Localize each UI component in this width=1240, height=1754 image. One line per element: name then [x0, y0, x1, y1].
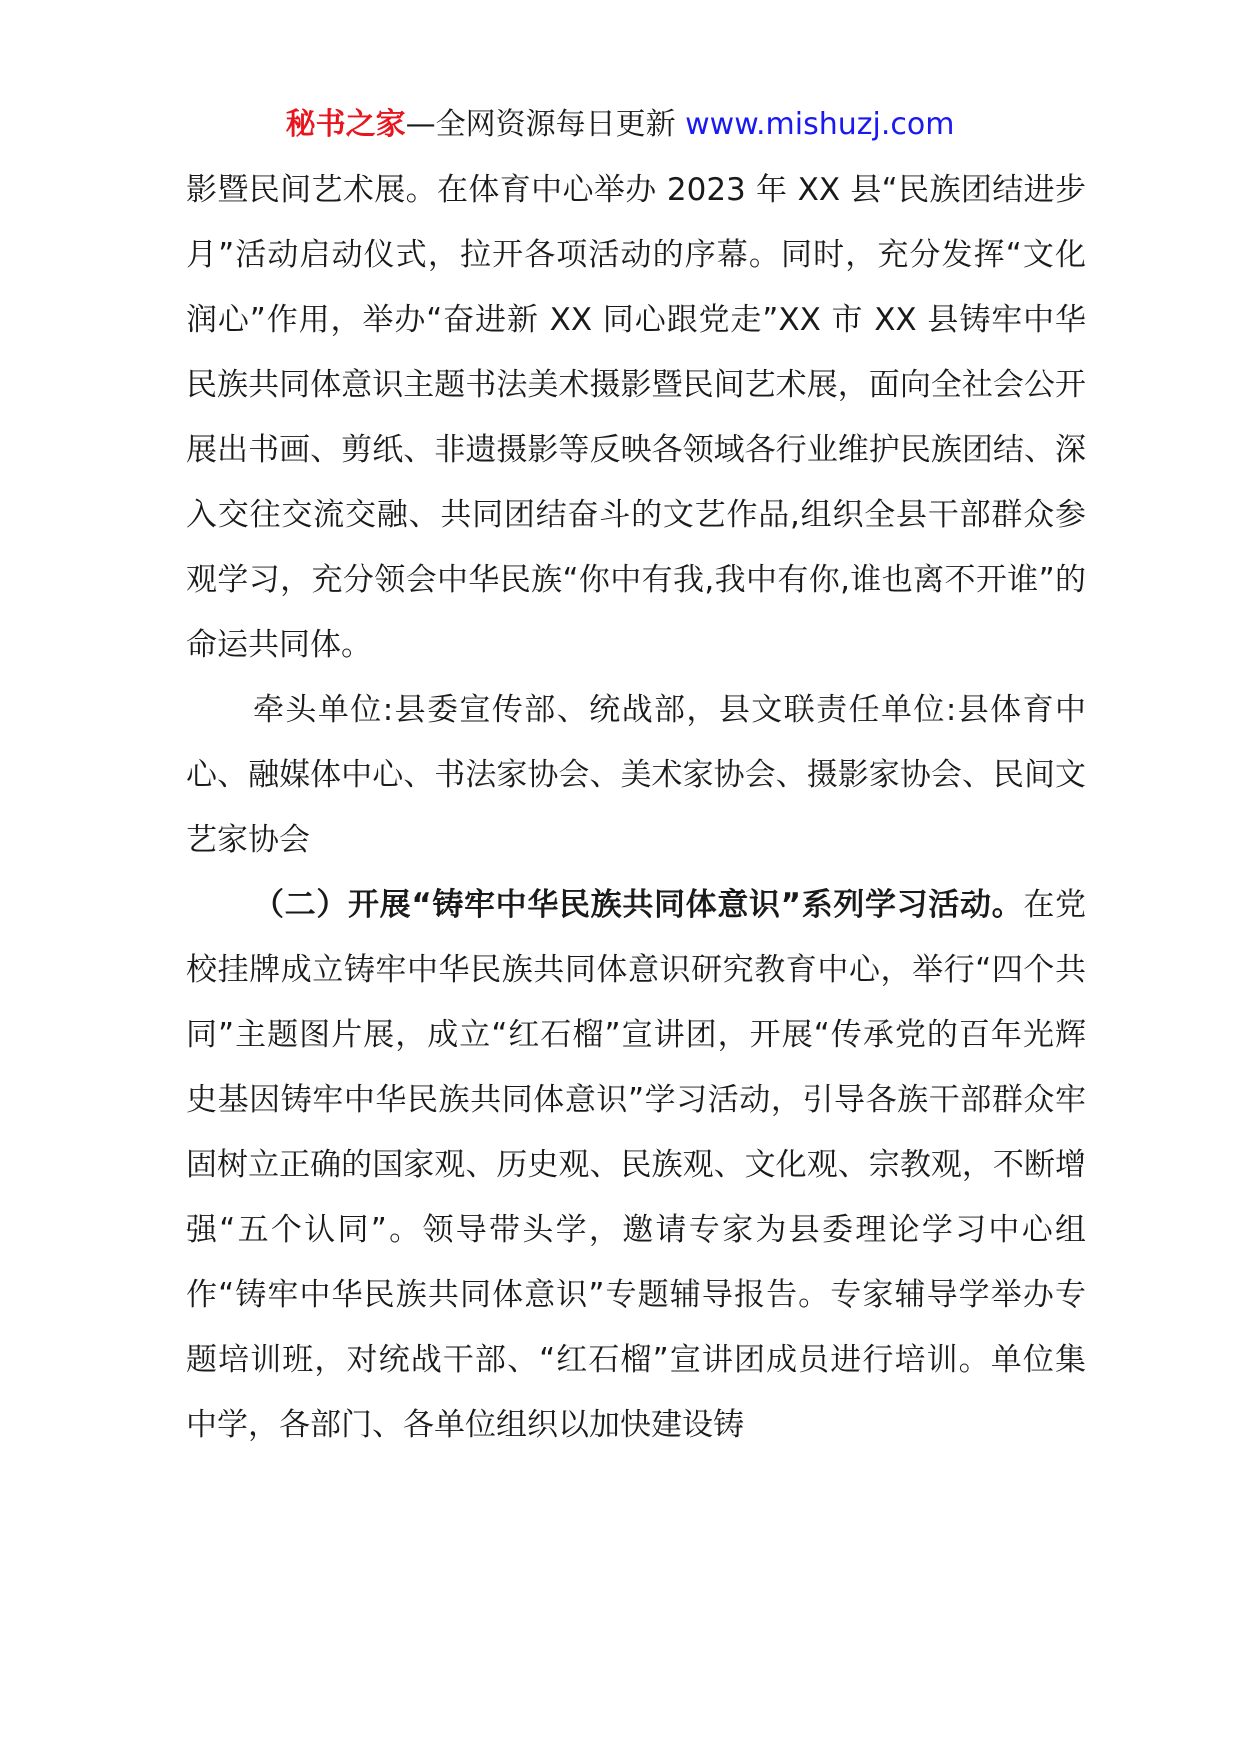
paragraph-3-text: 在党校挂牌成立铸牢中华民族共同体意识研究教育中心，举行“四个共同”主题图片展，成立“红石榴”宣讲团，开展“传承党的百年光辉史基因铸牢中华民族共同体意识”学习活动，引导各族干部群众牢固树立正确的国家观、历史观、民族观、文化观、宗教观，不断增强“五个认同”。领导带头学，邀请专家为县委理论学习中心组作“铸牢中华民族共同体意识”专题辅导报告。专家辅导学举办专题培训班，对统战干部、“红石榴”宣讲团成员进行培训。单位集中学，各部门、各单位组织以加快建设铸 — [186, 887, 1087, 1443]
section-heading-2: （二）开展“铸牢中华民族共同体意识”系列学习活动。 — [253, 887, 1024, 923]
paragraph-2 — [186, 678, 1086, 873]
paragraph-3 — [186, 873, 1086, 1458]
page-header — [0, 103, 1240, 147]
header-url-link[interactable]: www.mishuzj.com — [685, 107, 955, 142]
header-separator: — — [405, 107, 436, 142]
paragraph-2-text: 牵头单位:县委宣传部、统战部，县文联责任单位:县体育中心、融媒体中心、书法家协会、美术家协会、摄影家协会、民间文艺家协会 — [186, 692, 1086, 858]
paragraph-1-text: 影暨民间艺术展。在体育中心举办 2023 年 XX 县“民族团结进步月”活动启动仪式，拉开各项活动的序幕。同时，充分发挥“文化润心”作用，举办“奋进新 XX 同心跟党走”XX 市 XX 县铸牢中华民族共同体意识主题书法美术摄影暨民间艺术展，面向全社会公开展出书画、剪纸、非遗摄影等反映各领域各行业维护民族团结、深入交往交流交融、共同团结奋斗的文艺作品,组织全县干部群众参观学习，充分领会中华民族“你中有我,我中有你,谁也离不开谁”的命运共同体。 — [186, 172, 1086, 663]
document-body — [186, 158, 1086, 1458]
header-slogan: 全网资源每日更新 — [435, 107, 686, 142]
header-brand: 秘书之家 — [285, 107, 406, 142]
paragraph-1 — [186, 158, 1086, 678]
